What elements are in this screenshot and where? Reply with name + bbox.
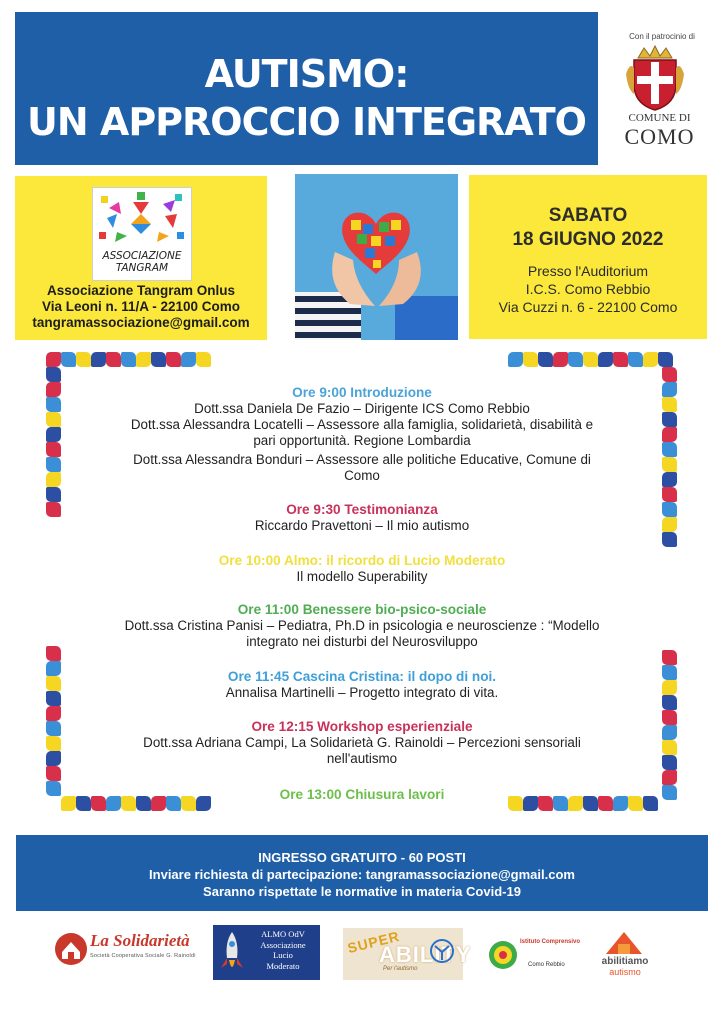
puzzle-piece xyxy=(568,352,583,367)
puzzle-piece xyxy=(662,785,677,800)
program-heading-1100: Ore 11:00 Benessere bio-psico-sociale xyxy=(237,602,487,617)
puzzle-piece xyxy=(662,725,677,740)
puzzle-piece xyxy=(46,661,61,676)
puzzle-piece xyxy=(662,382,677,397)
puzzle-piece xyxy=(662,695,677,710)
puzzle-piece xyxy=(46,766,61,781)
puzzle-piece xyxy=(553,352,568,367)
puzzle-piece xyxy=(662,532,677,547)
puzzle-piece xyxy=(46,352,61,367)
abilitiamo-text-1: abilitiamo xyxy=(601,956,649,967)
puzzle-piece xyxy=(136,352,151,367)
info-line-2: Inviare richiesta di partecipazione: tangramassociazione@gmail.com xyxy=(149,867,575,882)
venue-line-1: Presso l'Auditorium xyxy=(527,263,649,279)
ics-line-2: Como Rebbio xyxy=(528,962,565,968)
puzzle-piece xyxy=(46,442,61,457)
solidarieta-subtitle: Società Cooperativa Sociale G. Rainoldi xyxy=(90,953,196,959)
info-line-3: Saranno rispettate le normative in materia Covid-19 xyxy=(203,884,521,899)
venue-line-3: Via Cuzzi n. 6 - 22100 Como xyxy=(498,299,678,315)
puzzle-piece xyxy=(662,397,677,412)
puzzle-piece xyxy=(46,412,61,427)
program-heading-0930: Ore 9:30 Testimonianza xyxy=(286,502,438,517)
title-banner xyxy=(15,12,598,165)
program-line: Dott.ssa Adriana Campi, La Solidarietà G. Rainoldi – Percezioni sensoriali xyxy=(143,735,581,750)
puzzle-piece xyxy=(662,472,677,487)
almo-line-4: Moderato xyxy=(266,960,300,971)
puzzle-piece xyxy=(662,457,677,472)
puzzle-piece xyxy=(46,397,61,412)
puzzle-piece xyxy=(46,502,61,517)
program-line: Annalisa Martinelli – Progetto integrato di vita. xyxy=(225,685,499,700)
puzzle-piece xyxy=(583,352,598,367)
puzzle-piece xyxy=(662,367,677,382)
superability-text-2: ABILITY xyxy=(379,942,472,967)
puzzle-piece xyxy=(538,352,553,367)
puzzle-piece xyxy=(46,427,61,442)
puzzle-piece xyxy=(662,487,677,502)
puzzle-piece xyxy=(508,352,523,367)
program-heading-1300: Ore 13:00 Chiusura lavori xyxy=(279,787,445,802)
puzzle-piece xyxy=(628,352,643,367)
abilitiamo-house-icon xyxy=(602,928,646,956)
program-line: Dott.ssa Daniela De Fazio – Dirigente ICS Como Rebbio xyxy=(194,401,530,416)
tangram-logo xyxy=(92,187,192,281)
title-line-1: AUTISMO: xyxy=(204,52,409,96)
puzzle-piece xyxy=(598,352,613,367)
program-line: pari opportunità. Regione Lombardia xyxy=(253,433,471,448)
ics-line-1: Istituto Comprensivo xyxy=(520,939,581,945)
la-solidarieta-logo xyxy=(54,930,206,970)
program-heading-1145: Ore 11:45 Cascina Cristina: il dopo di noi. xyxy=(227,669,497,684)
puzzle-piece xyxy=(46,487,61,502)
puzzle-piece xyxy=(46,382,61,397)
tangram-logo-text-1: ASSOCIAZIONE xyxy=(102,250,182,262)
puzzle-piece xyxy=(662,502,677,517)
event-date: 18 GIUGNO 2022 xyxy=(512,229,664,250)
puzzle-piece xyxy=(662,680,677,695)
puzzle-piece xyxy=(662,442,677,457)
program-line: Il modello Superability xyxy=(296,569,428,584)
event-day: SABATO xyxy=(548,205,628,226)
superability-circle-icon xyxy=(429,938,455,964)
hands-puzzle-heart-photo xyxy=(295,174,458,340)
program-line: integrato nei disturbi del Neurosviluppo xyxy=(246,634,478,649)
almo-line-2: Associazione xyxy=(260,939,306,950)
puzzle-piece xyxy=(643,352,658,367)
como-coat-of-arms-icon xyxy=(624,44,686,112)
program-line: Dott.ssa Cristina Panisi – Pediatra, Ph.D in psicologia e neuroscienze : “Modello xyxy=(124,618,600,633)
puzzle-piece xyxy=(46,646,61,661)
puzzle-piece xyxy=(46,367,61,382)
abilitiamo-autismo-logo xyxy=(592,928,658,978)
puzzle-piece xyxy=(61,352,76,367)
venue-line-2: I.C.S. Como Rebbio xyxy=(525,281,651,297)
puzzle-piece xyxy=(121,352,136,367)
como-label-line-1: COMUNE DI xyxy=(628,112,691,124)
program-heading-1000: Ore 10:00 Almo: il ricordo di Lucio Moderato xyxy=(218,553,506,568)
solidarieta-house-icon xyxy=(54,932,88,966)
puzzle-piece xyxy=(523,352,538,367)
puzzle-piece xyxy=(46,691,61,706)
puzzle-piece xyxy=(151,352,166,367)
puzzle-piece xyxy=(662,740,677,755)
program-line: Como xyxy=(344,468,380,483)
puzzle-piece xyxy=(662,650,677,665)
tangram-logo-text-2: TANGRAM xyxy=(115,262,169,274)
puzzle-piece xyxy=(662,427,677,442)
puzzle-piece xyxy=(181,352,196,367)
puzzle-piece xyxy=(106,352,121,367)
solidarieta-name: La Solidarietà xyxy=(90,931,190,950)
puzzle-piece xyxy=(46,736,61,751)
puzzle-piece xyxy=(662,770,677,785)
puzzle-piece xyxy=(46,676,61,691)
association-address: Via Leoni n. 11/A - 22100 Como xyxy=(41,299,241,314)
title-line-2: UN APPROCCIO INTEGRATO xyxy=(27,100,586,144)
puzzle-piece xyxy=(46,751,61,766)
puzzle-piece xyxy=(76,352,91,367)
info-line-1: INGRESSO GRATUITO - 60 POSTI xyxy=(258,850,466,865)
ics-emblem-icon xyxy=(488,938,518,972)
program-heading-1215: Ore 12:15 Workshop esperienziale xyxy=(251,719,473,734)
puzzle-piece xyxy=(662,755,677,770)
program-line: Riccardo Pravettoni – Il mio autismo xyxy=(254,518,470,533)
superability-logo xyxy=(343,927,472,980)
puzzle-piece xyxy=(166,352,181,367)
almo-line-3: Lucio xyxy=(273,950,293,960)
program-line: nell'autismo xyxy=(326,751,398,766)
almo-logo xyxy=(213,925,320,980)
patronage-label: Con il patrocinio di xyxy=(629,32,695,41)
abilitiamo-text-2: autismo xyxy=(609,967,641,977)
puzzle-piece xyxy=(662,710,677,725)
association-name: Associazione Tangram Onlus xyxy=(46,283,236,298)
program-heading-0900: Ore 9:00 Introduzione xyxy=(292,385,432,400)
association-email[interactable]: tangramassociazione@gmail.com xyxy=(32,315,250,330)
almo-line-1: ALMO OdV xyxy=(261,929,305,939)
program-line: Dott.ssa Alessandra Bonduri – Assessore alle politiche Educative, Comune di xyxy=(133,452,591,467)
puzzle-piece xyxy=(46,721,61,736)
puzzle-piece xyxy=(91,352,106,367)
superability-text-1: SUPER xyxy=(345,927,402,957)
ics-como-rebbio-logo xyxy=(488,936,580,978)
puzzle-piece xyxy=(46,781,61,796)
puzzle-piece xyxy=(46,706,61,721)
puzzle-piece xyxy=(46,457,61,472)
puzzle-piece xyxy=(658,352,673,367)
rocket-icon xyxy=(217,928,247,978)
puzzle-piece xyxy=(46,472,61,487)
puzzle-piece xyxy=(662,517,677,532)
puzzle-piece xyxy=(662,665,677,680)
superability-subtitle: Per l'autismo xyxy=(383,966,418,972)
tangram-figures-icon xyxy=(93,188,191,250)
puzzle-piece xyxy=(196,352,211,367)
program-line: Dott.ssa Alessandra Locatelli – Assessore alla famiglia, solidarietà, disabilità e xyxy=(130,417,594,432)
puzzle-piece xyxy=(613,352,628,367)
como-label-line-2: COMO xyxy=(624,124,695,149)
puzzle-piece xyxy=(662,412,677,427)
